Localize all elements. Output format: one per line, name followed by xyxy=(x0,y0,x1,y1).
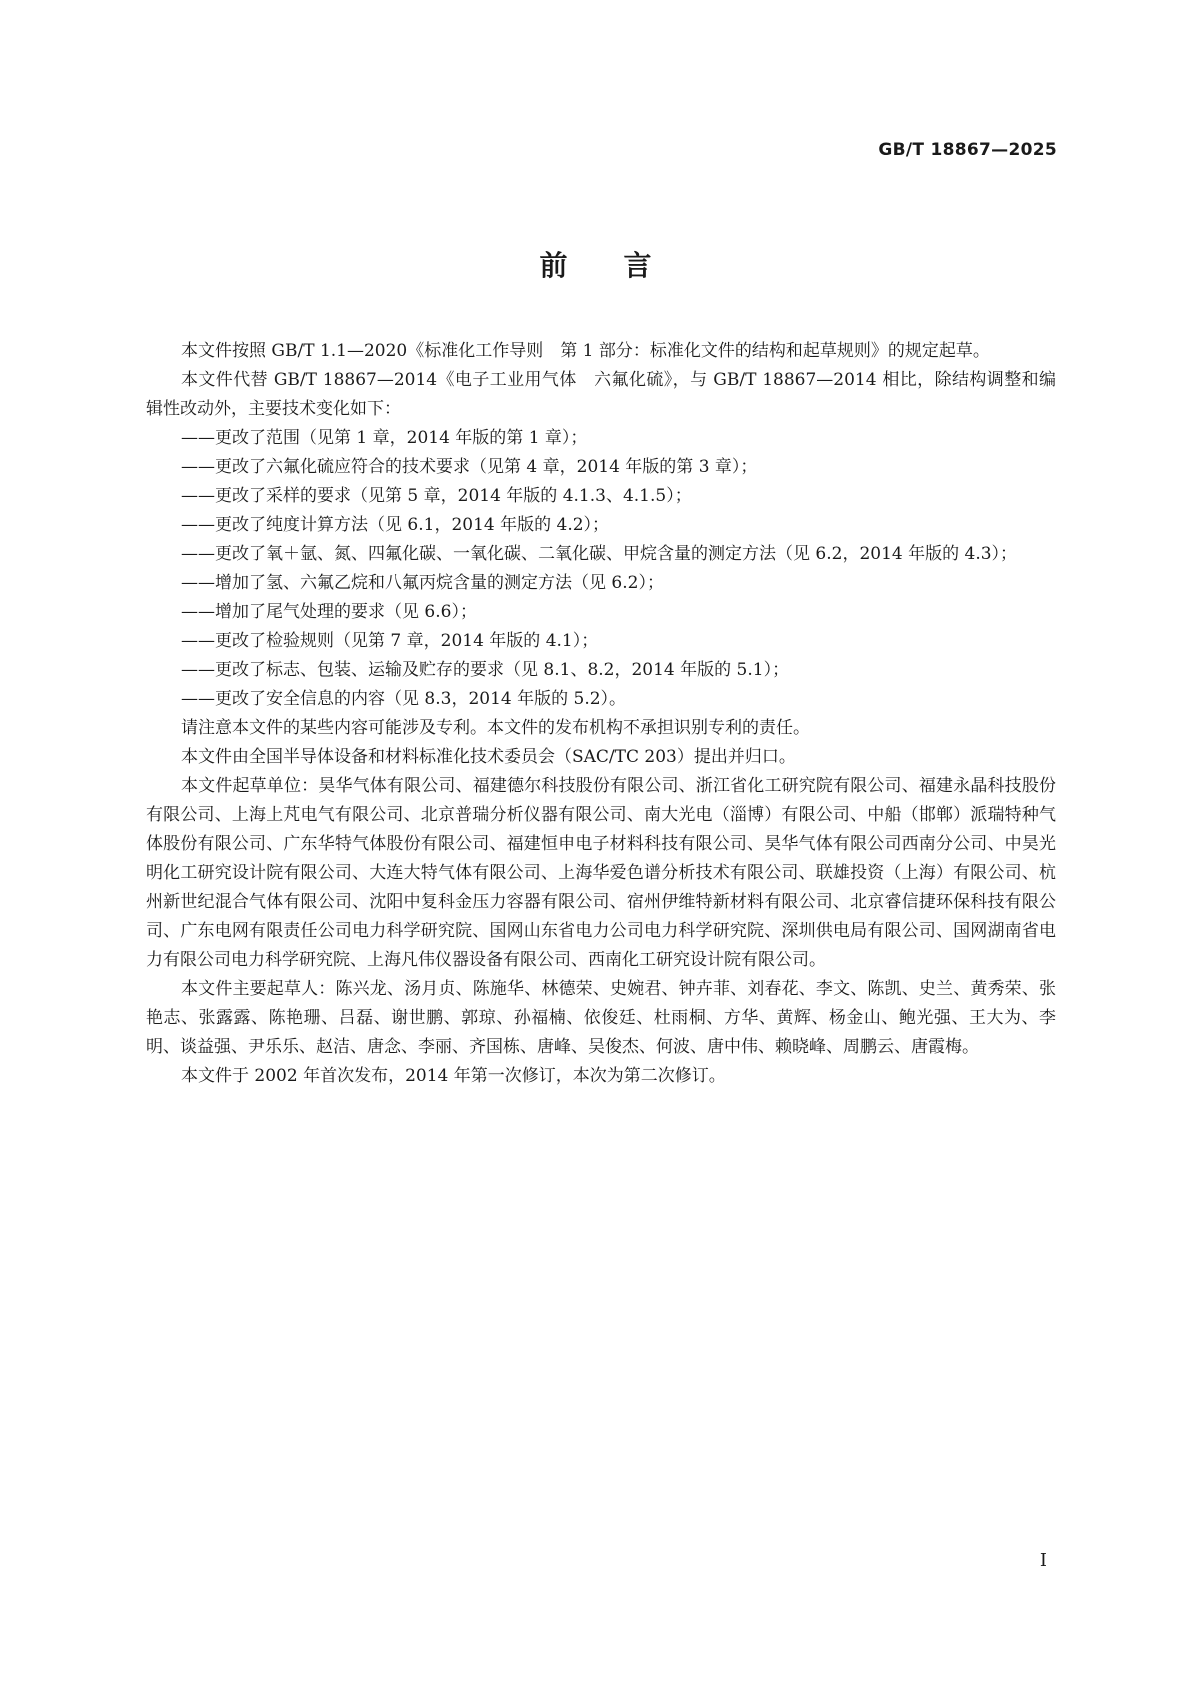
list-item: ——更改了标志、包装、运输及贮存的要求（见 8.1、8.2，2014 年版的 5.1）； xyxy=(181,660,790,680)
paragraph-drafters: 本文件主要起草人：陈兴龙、汤月贞、陈施华、林德荣、史婉君、钟卉菲、刘春花、李文、陈凯、史兰、黄秀荣、张艳志、张露露、陈艳珊、吕磊、谢世鹏、郭琼、孙福楠、依俊廷、杜雨桐、方华、黄辉、杨金山、鲍光强、王大为、李明、谈益强、尹乐乐、赵洁、唐念、李丽、齐国栋、唐峰、吴俊杰、何波、唐中伟、赖晓峰、周鹏云、唐霞梅。 xyxy=(146,979,1056,1057)
document-code: GB/T 18867—2025 xyxy=(878,140,1057,160)
list-item: ——更改了安全信息的内容（见 8.3，2014 年版的 5.2）。 xyxy=(181,689,627,709)
list-item: ——更改了范围（见第 1 章，2014 年版的第 1 章）； xyxy=(181,428,588,448)
page-title: 前言 xyxy=(539,249,708,282)
paragraph-proposer: 本文件由全国半导体设备和材料标准化技术委员会（SAC/TC 203）提出并归口。 xyxy=(181,747,796,767)
paragraph-patent-notice: 请注意本文件的某些内容可能涉及专利。本文件的发布机构不承担识别专利的责任。 xyxy=(181,718,810,738)
paragraph-drafting-basis: 本文件按照 GB/T 1.1—2020《标准化工作导则 第 1 部分：标准化文件的结构和起草规则》的规定起草。 xyxy=(181,341,990,361)
paragraph-drafting-units: 本文件起草单位：昊华气体有限公司、福建德尔科技股份有限公司、浙江省化工研究院有限公司、福建永晶科技股份有限公司、上海上芃电气有限公司、北京普瑞分析仪器有限公司、南大光电（淄博）有限公司、中船（邯郸）派瑞特种气体股份有限公司、广东华特气体股份有限公司、福建恒申电子材料科技有限公司、昊华气体有限公司西南分公司、中昊光明化工研究设计院有限公司、大连大特气体有限公司、上海华爱色谱分析技术有限公司、联雄投资（上海）有限公司、杭州新世纪混合气体有限公司、沈阳中复科金压力容器有限公司、宿州伊维特新材料有限公司、北京睿信捷环保科技有限公司、广东电网有限责任公司电力科学研究院、国网山东省电力公司电力科学研究院、深圳供电局有限公司、国网湖南省电力有限公司电力科学研究院、上海凡伟仪器设备有限公司、西南化工研究设计院有限公司。 xyxy=(146,776,1056,970)
list-item: ——更改了检验规则（见第 7 章，2014 年版的 4.1）； xyxy=(181,631,599,651)
list-item: ——更改了纯度计算方法（见 6.1，2014 年版的 4.2）； xyxy=(181,515,610,535)
list-item: ——增加了尾气处理的要求（见 6.6）； xyxy=(181,602,477,622)
list-item: ——增加了氢、六氟乙烷和八氟丙烷含量的测定方法（见 6.2）； xyxy=(181,573,664,593)
paragraph-replacement: 本文件代替 GB/T 18867—2014《电子工业用气体 六氟化硫》，与 GB/T 18867—2014 相比，除结构调整和编辑性改动外，主要技术变化如下： xyxy=(146,370,1056,419)
list-item: ——更改了氧＋氩、氮、四氟化碳、一氧化碳、二氧化碳、甲烷含量的测定方法（见 6.2，2014 年版的 4.3）； xyxy=(181,544,1018,564)
foreword-body xyxy=(146,337,1056,1091)
list-item: ——更改了六氟化硫应符合的技术要求（见第 4 章，2014 年版的第 3 章）； xyxy=(181,457,758,477)
technical-changes-list xyxy=(146,424,1056,714)
paragraph-history: 本文件于 2002 年首次发布，2014 年第一次修订，本次为第二次修订。 xyxy=(181,1066,726,1086)
page-number: I xyxy=(1039,1550,1047,1571)
list-item: ——更改了采样的要求（见第 5 章，2014 年版的 4.1.3、4.1.5）； xyxy=(181,486,692,506)
